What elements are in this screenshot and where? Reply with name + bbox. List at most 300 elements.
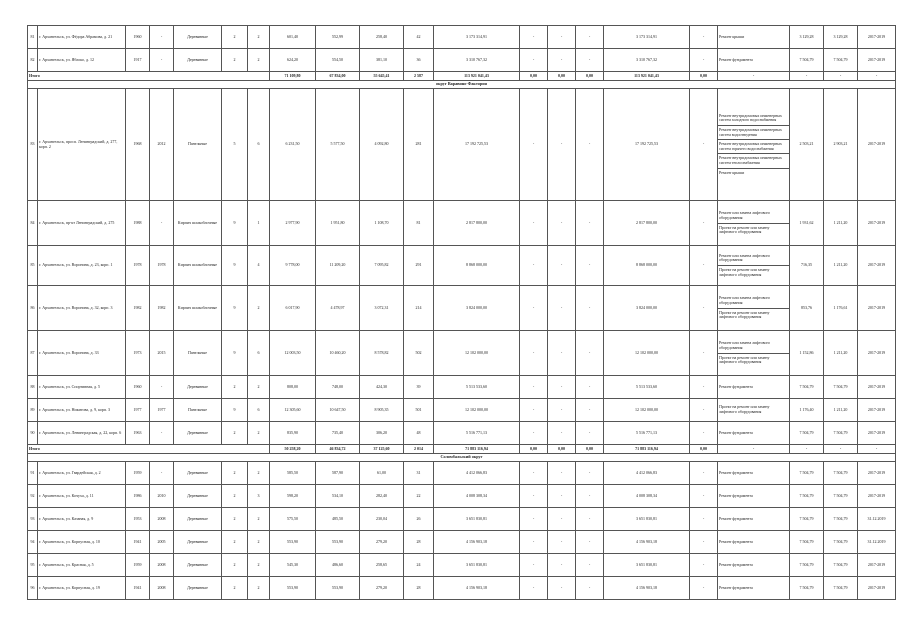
total-f3: 0,00 <box>576 72 604 81</box>
cell-s2: 553,90 <box>316 577 360 600</box>
cell-addr: г. Архангельск, ул. Гвардейская, д. 2 <box>38 462 126 485</box>
total-cost: 113 921 041,43 <box>434 72 520 81</box>
table-row <box>28 331 896 376</box>
cell-c1: 7 504,79 <box>790 49 824 72</box>
table-row <box>28 577 896 600</box>
cell-fl: 2 <box>222 422 248 445</box>
cell-ent: 2 <box>248 26 270 49</box>
table-row <box>28 201 896 246</box>
cell-f1: - <box>520 246 548 286</box>
cell-f1: - <box>520 89 548 201</box>
cell-c2: 1 211,20 <box>824 201 858 246</box>
cell-total: 3 824 000,00 <box>604 286 690 331</box>
cell-total: 3 651 830,81 <box>604 508 690 531</box>
cell-total: 4 008 308,34 <box>604 485 690 508</box>
cell-f1: - <box>520 49 548 72</box>
cell-f4: - <box>690 89 718 201</box>
cell-mat: Деревянные <box>174 508 222 531</box>
cell-s3: 3 072,31 <box>360 286 404 331</box>
cell-s3: 4 092,80 <box>360 89 404 201</box>
cell-ppl: 31 <box>404 462 434 485</box>
work-item: Проект на ремонт или замену лифтового оборудования <box>718 265 789 279</box>
cell-y1: 1977 <box>126 399 150 422</box>
cell-c2: 7 504,79 <box>824 508 858 531</box>
cell-s1: 12 305,60 <box>270 399 316 422</box>
cell-c1: 7 504,79 <box>790 485 824 508</box>
cell-period: 2017-2019 <box>858 26 896 49</box>
cell-y1: 1968 <box>126 89 150 201</box>
cell-addr: г. Архангельск, ул. Никитова, д. 9, корп. 3 <box>38 399 126 422</box>
cell-y2: 2005 <box>150 531 174 554</box>
work-item: Ремонт внутридомовых инженерных систем водоотведения <box>718 125 789 139</box>
cell-s3: 279,20 <box>360 531 404 554</box>
repair-program-table <box>27 25 896 600</box>
cell-s2: 10 647,50 <box>316 399 360 422</box>
cell-c2: 7 504,79 <box>824 49 858 72</box>
cell-ent: 1 <box>248 201 270 246</box>
cell-c2: 1 176,61 <box>824 286 858 331</box>
table-row <box>28 399 896 422</box>
work-item: Ремонт или замена лифтового оборудования <box>719 210 771 220</box>
cell-y1: 1941 <box>126 577 150 600</box>
cell-ent: 4 <box>248 246 270 286</box>
cell-s2: 11 209,20 <box>316 246 360 286</box>
cell-mat: Кирпич шлакоблочные <box>174 201 222 246</box>
cell-c1: 2 503,21 <box>790 89 824 201</box>
table-body <box>28 26 896 600</box>
cell-y1: 1978 <box>126 246 150 286</box>
cell-s1: 12 003,50 <box>270 331 316 376</box>
cell-f1: - <box>520 331 548 376</box>
cell-s2: 485,50 <box>316 508 360 531</box>
total-f2: 0,00 <box>548 72 576 81</box>
work-item: Ремонт крыши <box>718 168 789 178</box>
table-row <box>28 485 896 508</box>
cell-n: 83 <box>28 89 38 201</box>
cell-s1: 601,40 <box>270 26 316 49</box>
cell-cost: 5 516 771,13 <box>434 422 520 445</box>
cell-cost: 5 513 533,60 <box>434 376 520 399</box>
cell-f1: - <box>520 399 548 422</box>
cell-s3: 7 095,82 <box>360 246 404 286</box>
cell-y1: 1941 <box>126 531 150 554</box>
cell-s1: 835,90 <box>270 422 316 445</box>
cell-s3: 61,00 <box>360 462 404 485</box>
cell-y1: 1917 <box>126 49 150 72</box>
cell-ent: 6 <box>248 399 270 422</box>
cell-n: 82 <box>28 49 38 72</box>
cell-mat: Панельные <box>174 399 222 422</box>
cell-ent: 2 <box>248 376 270 399</box>
cell-cost: 12 102 000,00 <box>434 331 520 376</box>
cell-ent: 2 <box>248 554 270 577</box>
cell-mat: Деревянные <box>174 577 222 600</box>
total-c2: - <box>824 445 858 454</box>
cell-f2: - <box>548 399 576 422</box>
cell-c1: 1 152,86 <box>790 331 824 376</box>
cell-f3: - <box>576 462 604 485</box>
cell-y1: 1986 <box>126 485 150 508</box>
total-period: - <box>858 72 896 81</box>
cell-f4: - <box>690 201 718 246</box>
cell-mat: Кирпич шлакоблочные <box>174 286 222 331</box>
cell-c2: 7 504,79 <box>824 577 858 600</box>
cell-f1: - <box>520 376 548 399</box>
work-item: Ремонт внутридомовых инженерных систем холодного водоснабжения <box>719 112 782 123</box>
cell-y1: 1953 <box>126 508 150 531</box>
cell-c2: 7 504,79 <box>824 462 858 485</box>
cell-addr: г. Архангельск, ул. Ленинградская, д. 22, корп. 6 <box>38 422 126 445</box>
cell-s2: 748,00 <box>316 376 360 399</box>
cell-y1: 1960 <box>126 26 150 49</box>
total-label: Итого <box>28 445 270 454</box>
cell-ppl: 281 <box>404 89 434 201</box>
cell-f4: - <box>690 331 718 376</box>
total-s2: 67 834,00 <box>316 72 360 81</box>
cell-addr: г. Архангельск, ул. Красная, д. 5 <box>38 554 126 577</box>
table-row <box>28 531 896 554</box>
cell-fl: 2 <box>222 508 248 531</box>
cell-ppl: 48 <box>404 422 434 445</box>
cell-fl: 9 <box>222 399 248 422</box>
work-item: Проект на ремонт или замену лифтового оборудования <box>719 404 770 414</box>
cell-ppl: 291 <box>404 246 434 286</box>
cell-f2: - <box>548 462 576 485</box>
cell-y2: 2008 <box>150 577 174 600</box>
cell-mat: Деревянные <box>174 422 222 445</box>
cell-addr: г. Архангельск, ул. Корпусная, д. 10 <box>38 531 126 554</box>
total-s1: 50 258,20 <box>270 445 316 454</box>
total-c1: - <box>790 445 824 454</box>
cell-works <box>718 422 790 445</box>
cell-total: 8 868 000,00 <box>604 246 690 286</box>
cell-work: Ремонт крыши <box>718 26 790 49</box>
cell-s1: 585,50 <box>270 462 316 485</box>
cell-period: 2017-2019 <box>858 201 896 246</box>
cell-f3: - <box>576 89 604 201</box>
cell-s1: 553,90 <box>270 577 316 600</box>
cell-f4: - <box>690 26 718 49</box>
cell-f3: - <box>576 286 604 331</box>
cell-n: 84 <box>28 201 38 246</box>
cell-ppl: 39 <box>404 376 434 399</box>
cell-c1: 1 176,40 <box>790 399 824 422</box>
cell-c2: 1 211,20 <box>824 331 858 376</box>
cell-s3: 282,40 <box>360 485 404 508</box>
cell-f2: - <box>548 246 576 286</box>
cell-f4: - <box>690 286 718 331</box>
works-list <box>718 294 789 321</box>
cell-total: 4 412 066,83 <box>604 462 690 485</box>
cell-y2: 2015 <box>150 331 174 376</box>
cell-ent: 2 <box>248 577 270 600</box>
cell-total: 12 102 000,00 <box>604 399 690 422</box>
cell-f1: - <box>520 26 548 49</box>
cell-f1: - <box>520 485 548 508</box>
cell-y2: - <box>150 49 174 72</box>
section-title: округ Варавино-Фактория <box>28 81 896 89</box>
table-row <box>28 554 896 577</box>
cell-f1: - <box>520 577 548 600</box>
cell-works <box>718 376 790 399</box>
cell-addr: г. Архангельск, пр-кт Ленинградский, д. 275 <box>38 201 126 246</box>
cell-y2: 2010 <box>150 485 174 508</box>
cell-n: 94 <box>28 531 38 554</box>
cell-mat: Деревянные <box>174 376 222 399</box>
cell-f2: - <box>548 89 576 201</box>
cell-total: 3 173 314,91 <box>604 26 690 49</box>
cell-works <box>718 399 790 422</box>
cell-addr: г. Архангельск, ул. Спортивная, д. 5 <box>38 376 126 399</box>
total-f1: 0,00 <box>520 72 548 81</box>
cell-f3: - <box>576 577 604 600</box>
cell-ppl: 214 <box>404 286 434 331</box>
cell-total: 12 102 000,00 <box>604 331 690 376</box>
cell-c2: 1 211,20 <box>824 399 858 422</box>
cell-mat: Кирпич шлакоблочные <box>174 246 222 286</box>
work-item: Ремонт фундамента <box>719 383 753 389</box>
cell-y1: 1959 <box>126 462 150 485</box>
works-list <box>718 339 789 366</box>
total-total: 113 921 041,43 <box>604 72 690 81</box>
cell-fl: 9 <box>222 286 248 331</box>
cell-total: 3 310 767,32 <box>604 49 690 72</box>
cell-f1: - <box>520 531 548 554</box>
cell-f4: - <box>690 554 718 577</box>
cell-fl: 2 <box>222 485 248 508</box>
cell-s3: 230,04 <box>360 508 404 531</box>
cell-s1: 545,30 <box>270 554 316 577</box>
cell-n: 92 <box>28 485 38 508</box>
total-f4: 0,00 <box>690 445 718 454</box>
cell-f3: - <box>576 399 604 422</box>
cell-c1: 3 129,28 <box>790 26 824 49</box>
cell-c2: 2 903,21 <box>824 89 858 201</box>
cell-work: Ремонт фундамента <box>718 462 790 485</box>
total-f2: 0,00 <box>548 445 576 454</box>
cell-f2: - <box>548 531 576 554</box>
cell-s1: 9 778,00 <box>270 246 316 286</box>
total-s1: 71 109,80 <box>270 72 316 81</box>
cell-s3: 381,10 <box>360 49 404 72</box>
cell-s3: 1 108,70 <box>360 201 404 246</box>
total-ppl: 2 014 <box>404 445 434 454</box>
work-item: Ремонт или замена лифтового оборудования <box>719 340 771 350</box>
cell-ent: 2 <box>248 286 270 331</box>
works-list <box>718 429 789 438</box>
works-list <box>718 403 789 416</box>
cell-ppl: 24 <box>404 554 434 577</box>
cell-s2: 554,50 <box>316 49 360 72</box>
cell-total: 17 192 725,53 <box>604 89 690 201</box>
total-ppl: 2 587 <box>404 72 434 81</box>
cell-c2: 7 504,79 <box>824 422 858 445</box>
cell-f4: - <box>690 399 718 422</box>
table-row <box>28 286 896 331</box>
cell-work: Ремонт фундамента <box>718 577 790 600</box>
cell-ent: 2 <box>248 462 270 485</box>
total-c1: - <box>790 72 824 81</box>
cell-total: 4 156 903,18 <box>604 577 690 600</box>
cell-ppl: 502 <box>404 331 434 376</box>
cell-addr: г. Архангельск, ул. Воронина, д. 32, корп. 3 <box>38 286 126 331</box>
cell-y2: 2008 <box>150 508 174 531</box>
cell-f2: - <box>548 376 576 399</box>
work-item: Проект на ремонт или замену лифтового оборудования <box>718 223 789 237</box>
cell-f4: - <box>690 49 718 72</box>
cell-c1: 7 504,79 <box>790 508 824 531</box>
cell-f3: - <box>576 201 604 246</box>
cell-y2: - <box>150 422 174 445</box>
cell-cost: 17 192 725,53 <box>434 89 520 201</box>
cell-y1: 1982 <box>126 286 150 331</box>
cell-addr: г. Архангельск, ул. Воронина, д. 33 <box>38 331 126 376</box>
cell-n: 88 <box>28 376 38 399</box>
total-s2: 46 834,72 <box>316 445 360 454</box>
cell-f3: - <box>576 49 604 72</box>
cell-f2: - <box>548 422 576 445</box>
cell-fl: 9 <box>222 201 248 246</box>
cell-n: 93 <box>28 508 38 531</box>
total-c2: - <box>824 72 858 81</box>
total-s3: 55 645,41 <box>360 72 404 81</box>
cell-n: 89 <box>28 399 38 422</box>
work-item: Ремонт фундамента <box>719 429 753 435</box>
cell-s2: 735,40 <box>316 422 360 445</box>
cell-fl: 9 <box>222 246 248 286</box>
cell-s2: 587,90 <box>316 462 360 485</box>
cell-n: 87 <box>28 331 38 376</box>
cell-cost: 3 173 314,91 <box>434 26 520 49</box>
cell-ppl: 22 <box>404 485 434 508</box>
cell-s1: 553,90 <box>270 531 316 554</box>
cell-n: 96 <box>28 577 38 600</box>
work-item: Ремонт внутридомовых инженерных систем теплоснабжения <box>718 153 789 167</box>
cell-cost: 3 651 830,81 <box>434 508 520 531</box>
total-work: - <box>718 445 790 454</box>
cell-c1: 853,76 <box>790 286 824 331</box>
cell-n: 91 <box>28 462 38 485</box>
cell-fl: 2 <box>222 554 248 577</box>
cell-s3: 258,65 <box>360 554 404 577</box>
cell-s3: 258,40 <box>360 26 404 49</box>
work-item: Проект на ремонт или замену лифтового оборудования <box>718 308 789 322</box>
cell-s2: 486,60 <box>316 554 360 577</box>
cell-c1: 7 504,79 <box>790 554 824 577</box>
cell-total: 5 513 533,60 <box>604 376 690 399</box>
cell-period: 2017-2019 <box>858 89 896 201</box>
cell-y2: 2012 <box>150 89 174 201</box>
cell-cost: 3 651 830,81 <box>434 554 520 577</box>
table-row <box>28 508 896 531</box>
cell-y2: 1982 <box>150 286 174 331</box>
cell-addr: г. Архангельск, ул. Кочуха, д. 11 <box>38 485 126 508</box>
cell-works <box>718 246 790 286</box>
cell-fl: 9 <box>222 331 248 376</box>
cell-s3: 279,20 <box>360 577 404 600</box>
cell-ppl: 26 <box>404 508 434 531</box>
cell-work: Ремонт фундамента <box>718 508 790 531</box>
cell-f2: - <box>548 554 576 577</box>
cell-period: 2017-2019 <box>858 577 896 600</box>
cell-c2: 7 504,79 <box>824 485 858 508</box>
cell-period: 31.12.2019 <box>858 531 896 554</box>
cell-c2: 7 504,79 <box>824 376 858 399</box>
cell-y1: 1988 <box>126 201 150 246</box>
cell-mat: Деревянные <box>174 462 222 485</box>
works-list <box>718 112 789 177</box>
total-total: 71 883 116,94 <box>604 445 690 454</box>
cell-f1: - <box>520 462 548 485</box>
cell-s2: 552,99 <box>316 26 360 49</box>
cell-period: 2017-2019 <box>858 554 896 577</box>
cell-f4: - <box>690 376 718 399</box>
cell-f4: - <box>690 531 718 554</box>
cell-mat: Деревянные <box>174 485 222 508</box>
cell-mat: Панельные <box>174 89 222 201</box>
cell-work: Ремонт фундамента <box>718 531 790 554</box>
cell-s1: 598,20 <box>270 485 316 508</box>
cell-f3: - <box>576 331 604 376</box>
cell-c1: 7 504,79 <box>790 462 824 485</box>
cell-cost: 3 824 000,00 <box>434 286 520 331</box>
cell-addr: г. Архангельск, ул. Воронина, д. 23, корп. 1 <box>38 246 126 286</box>
cell-f3: - <box>576 554 604 577</box>
cell-works <box>718 286 790 331</box>
cell-s1: 808,00 <box>270 376 316 399</box>
cell-period: 2017-2019 <box>858 422 896 445</box>
cell-c1: 7 504,79 <box>790 577 824 600</box>
cell-n: 85 <box>28 246 38 286</box>
cell-s1: 6 017,90 <box>270 286 316 331</box>
section-header-row <box>28 454 896 462</box>
table-row <box>28 89 896 201</box>
cell-f4: - <box>690 422 718 445</box>
cell-total: 4 156 903,18 <box>604 531 690 554</box>
cell-cost: 4 412 066,83 <box>434 462 520 485</box>
cell-f1: - <box>520 554 548 577</box>
cell-f2: - <box>548 485 576 508</box>
cell-addr: г. Архангельск, ул. Казаная, д. 9 <box>38 508 126 531</box>
cell-total: 5 516 771,13 <box>604 422 690 445</box>
cell-y2: 1977 <box>150 399 174 422</box>
cell-addr: г. Архангельск, ул. Яблоко, д. 12 <box>38 49 126 72</box>
table-row <box>28 462 896 485</box>
cell-work: Ремонт фундамента <box>718 485 790 508</box>
cell-works <box>718 89 790 201</box>
total-row <box>28 445 896 454</box>
works-list <box>718 252 789 279</box>
cell-cost: 4 008 308,34 <box>434 485 520 508</box>
cell-f2: - <box>548 201 576 246</box>
cell-addr: г. Архангельск, ул. Корпусная, д. 19 <box>38 577 126 600</box>
cell-f4: - <box>690 508 718 531</box>
cell-ent: 3 <box>248 485 270 508</box>
total-work: - <box>718 72 790 81</box>
cell-ppl: 28 <box>404 577 434 600</box>
cell-s1: 6 231,50 <box>270 89 316 201</box>
cell-cost: 2 817 800,00 <box>434 201 520 246</box>
cell-f2: - <box>548 331 576 376</box>
cell-f3: - <box>576 531 604 554</box>
cell-ppl: 36 <box>404 49 434 72</box>
cell-ent: 2 <box>248 422 270 445</box>
cell-s1: 624,20 <box>270 49 316 72</box>
cell-c1: 7 504,79 <box>790 422 824 445</box>
cell-f4: - <box>690 485 718 508</box>
cell-c2: 7 504,79 <box>824 531 858 554</box>
total-s3: 37 125,60 <box>360 445 404 454</box>
